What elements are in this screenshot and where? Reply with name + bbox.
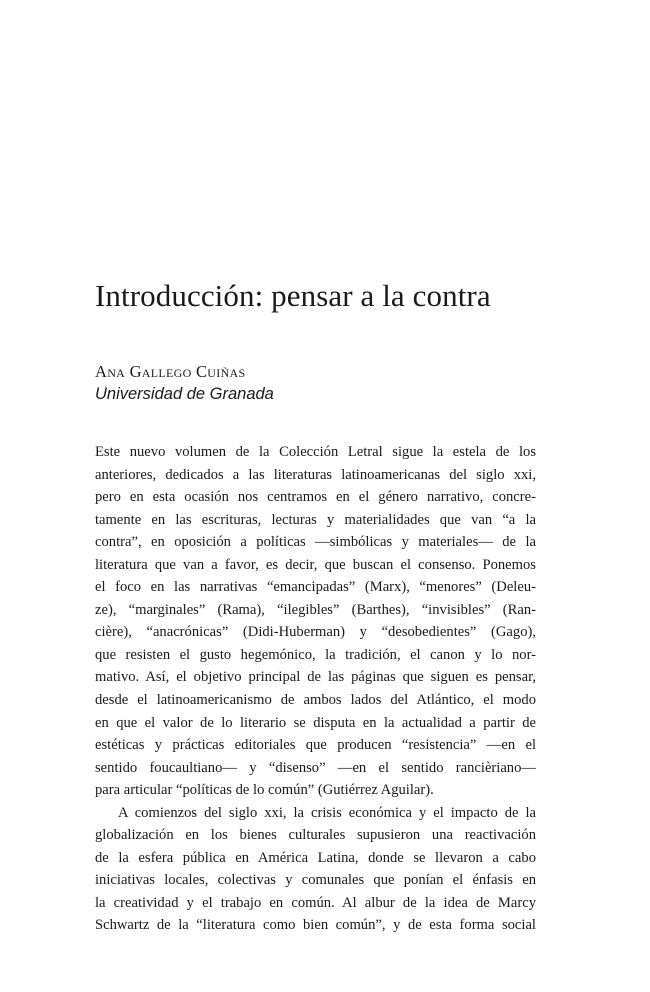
body-line: desde el latinoamericanismo de ambos lados del Atlántico, el modo bbox=[95, 692, 536, 709]
author-name: Ana Gallego Cuiñas bbox=[95, 362, 246, 381]
body-line: pero en esta ocasión nos centramos en el género narrativo, concre- bbox=[95, 489, 536, 506]
body-line: ze), “marginales” (Rama), “ilegibles” (Barthes), “invisibles” (Ran- bbox=[95, 601, 536, 618]
body-line: la creatividad y el trabajo en común. Al albur de la idea de Marcy bbox=[95, 894, 536, 911]
body-line: tamente en las escrituras, lecturas y materialidades que van “a la bbox=[95, 511, 536, 528]
body-line: estéticas y prácticas editoriales que producen “resistencia” —en el bbox=[95, 737, 536, 754]
body-line: cière), “anacrónicas” (Didi-Huberman) y “desobedientes” (Gago), bbox=[95, 624, 536, 641]
body-text bbox=[95, 441, 536, 937]
body-line: sentido foucaultiano— y “disenso” —en el sentido rancièriano— bbox=[95, 759, 536, 776]
body-line: anteriores, dedicados a las literaturas latinoamericanas del siglo xxi, bbox=[95, 466, 536, 483]
body-line: Este nuevo volumen de la Colección Letral sigue la estela de los bbox=[95, 444, 536, 460]
paragraph-end-line: para articular “políticas de lo común” (Gutiérrez Aguilar). bbox=[95, 782, 434, 799]
body-line: contra”, en oposición a políticas —simbólicas y materiales— de la bbox=[95, 534, 536, 551]
body-line: Schwartz de la “literatura como bien común”, y de esta forma social bbox=[95, 917, 536, 934]
author-affiliation: Universidad de Granada bbox=[95, 385, 274, 403]
body-line: globalización en los bienes culturales supusieron una reactivación bbox=[95, 827, 536, 844]
body-line: el foco en las narrativas “emancipadas” (Marx), “menores” (Deleu- bbox=[95, 579, 536, 596]
body-line: mativo. Así, el objetivo principal de las páginas que siguen es pensar, bbox=[95, 669, 536, 686]
body-line: iniciativas locales, colectivas y comunales que ponían el énfasis en bbox=[95, 872, 536, 889]
body-line: en que el valor de lo literario se disputa en la actualidad a partir de bbox=[95, 714, 536, 731]
chapter-title: Introducción: pensar a la contra bbox=[95, 278, 491, 313]
paragraph-start-line: A comienzos del siglo xxi, la crisis económica y el impacto de la bbox=[118, 804, 536, 821]
body-line: de la esfera pública en América Latina, donde se llevaron a cabo bbox=[95, 849, 536, 866]
body-line: literatura que van a favor, es decir, que buscan el consenso. Ponemos bbox=[95, 556, 536, 573]
body-line: que resisten el gusto hegemónico, la tradición, el canon y lo nor- bbox=[95, 646, 536, 663]
